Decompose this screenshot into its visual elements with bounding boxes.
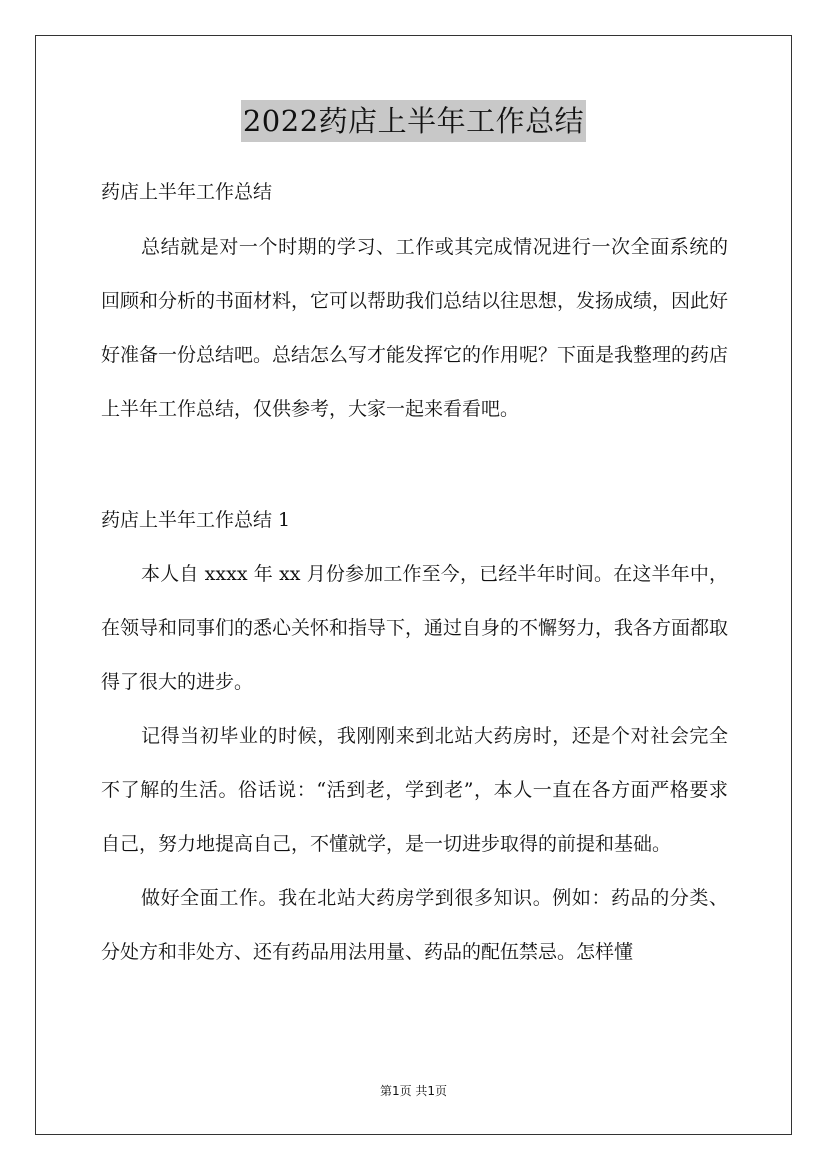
body-paragraph: 本人自 xxxx 年 xx 月份参加工作至今，已经半年时间。在这半年中，在领导和同事们的悉心关怀和指导下，通过自身的不懈努力，我各方面都取得了很大的进步。 (101, 563, 729, 693)
title-container (0, 100, 827, 142)
intro-paragraph: 总结就是对一个时期的学习、工作或其完成情况进行一次全面系统的回顾和分析的书面材料，它可以帮助我们总结以往思想，发扬成绩，因此好好准备一份总结吧。总结怎么写才能发挥它的作用呢？下面是我整理的药店上半年工作总结，仅供参考，大家一起来看看吧。 (101, 236, 729, 420)
section-body (101, 547, 728, 979)
body-paragraph: 做好全面工作。我在北站大药房学到很多知识。例如：药品的分类、分处方和非处方、还有药品用法用量、药品的配伍禁忌。怎样懂 (101, 887, 728, 963)
section-heading: 药店上半年工作总结 1 (101, 509, 291, 531)
page-number: 第1页 共1页 (379, 1084, 448, 1098)
document-title: 2022药店上半年工作总结 (241, 100, 586, 142)
intro-block (101, 220, 728, 436)
document-subtitle: 药店上半年工作总结 (101, 181, 273, 203)
body-paragraph: 记得当初毕业的时候，我刚刚来到北站大药房时，还是个对社会完全不了解的生活。俗话说：“活到老，学到老”，本人一直在各方面严格要求自己，努力地提高自己，不懂就学，是一切进步取得的前提和基础。 (101, 725, 728, 855)
